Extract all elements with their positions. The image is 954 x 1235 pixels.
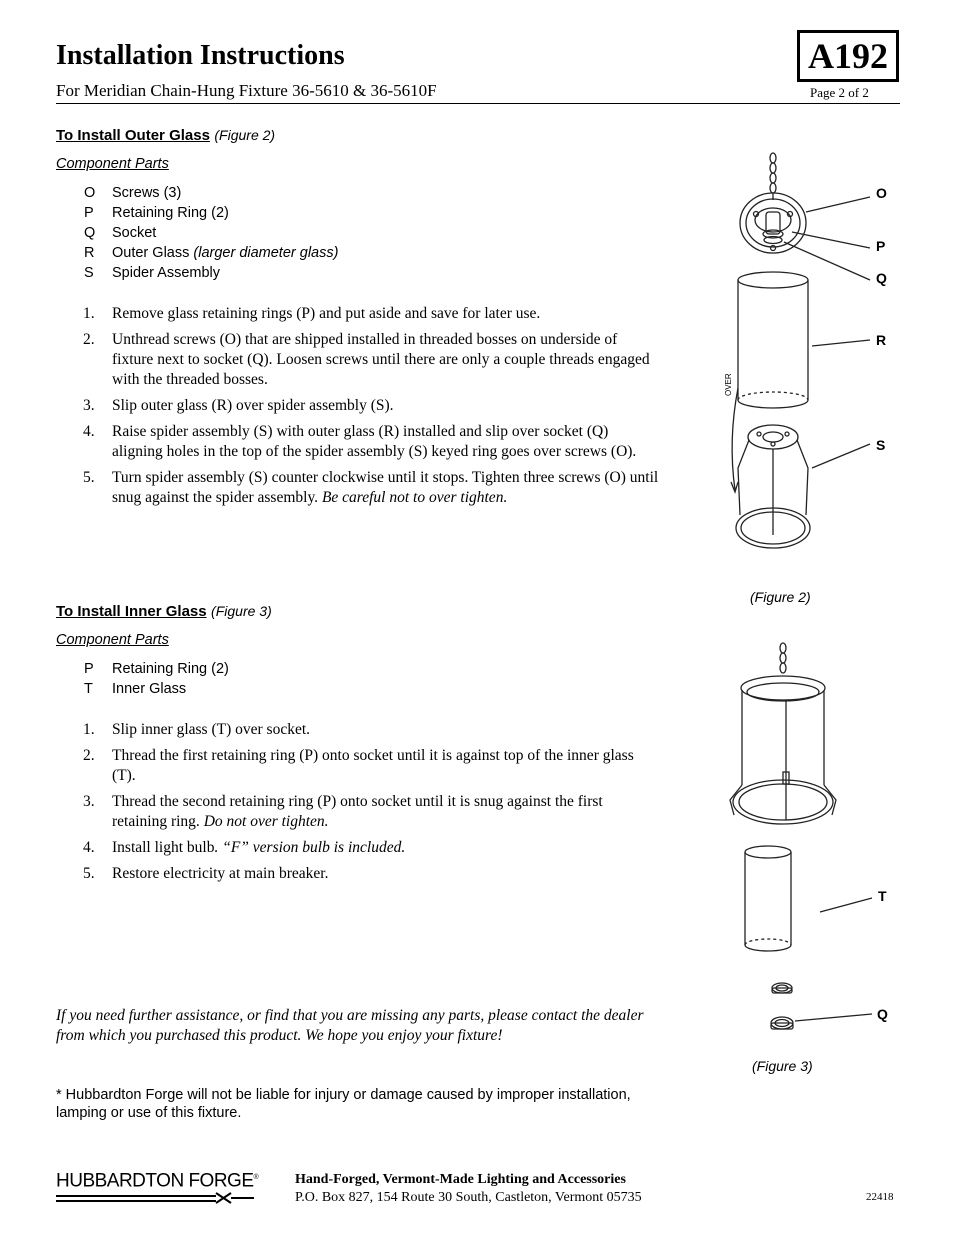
part-label: Retaining Ring (2) <box>112 661 229 677</box>
step-text: Thread the second retaining ring (P) onto socket until it is snug against the first retaining ring. <box>112 793 603 830</box>
chain-illustration <box>780 643 786 673</box>
step-number: 4. <box>83 423 95 440</box>
outer-glass-steps <box>56 304 660 514</box>
inner-glass-parts-heading: Component Parts <box>56 632 169 648</box>
outer-glass-heading-row <box>56 127 275 145</box>
part-item <box>56 679 229 699</box>
chain-illustration <box>770 153 776 193</box>
step-item <box>56 468 660 508</box>
step-item <box>56 422 660 462</box>
part-label: Socket <box>112 225 157 241</box>
step-item <box>56 396 660 416</box>
part-code: S <box>84 265 94 281</box>
step-item <box>56 720 660 740</box>
step-item <box>56 746 660 786</box>
label-t: T <box>878 888 887 904</box>
logo-wordmark: HUBBARDTON FORGE <box>56 1170 254 1192</box>
part-item <box>56 263 338 283</box>
step-note: . “F” version bulb is included. <box>214 839 406 856</box>
inner-glass-heading-row <box>56 603 272 621</box>
outer-glass-figure-ref: (Figure 2) <box>214 127 276 143</box>
step-caution: Do not over tighten. <box>203 813 329 830</box>
part-item <box>56 223 338 243</box>
assembled-fixture-illustration <box>730 676 836 824</box>
inner-glass-steps <box>56 720 660 890</box>
outer-glass-heading: To Install Outer Glass <box>56 127 210 144</box>
header-divider <box>56 103 900 104</box>
label-s: S <box>876 437 886 453</box>
footer-address: P.O. Box 827, 154 Route 30 South, Castleton, Vermont 05735 <box>295 1190 642 1205</box>
label-r: R <box>876 332 887 348</box>
step-number: 5. <box>83 469 95 486</box>
step-number: 1. <box>83 721 95 738</box>
part-code: Q <box>84 225 96 241</box>
figure-3-diagram <box>700 640 900 1040</box>
step-number: 3. <box>83 397 95 414</box>
step-item <box>56 330 660 390</box>
part-label: Screws (3) <box>112 185 182 201</box>
inner-glass-figure-ref: (Figure 3) <box>211 603 272 619</box>
over-arrow <box>731 388 738 492</box>
leader-o <box>806 197 870 212</box>
figure-2-diagram <box>700 150 900 560</box>
outer-glass-parts-heading: Component Parts <box>56 156 169 172</box>
outer-glass-illustration <box>738 272 808 408</box>
label-o: O <box>876 185 887 201</box>
step-text: Raise spider assembly (S) with outer glass (R) installed and slip over socket (Q) aligning holes in the top of the spider assembly (S) keyed ring goes over screws (O). <box>112 423 637 460</box>
step-number: 4. <box>83 839 95 856</box>
step-text: Install light bulb <box>112 839 215 856</box>
step-number: 2. <box>83 747 95 764</box>
leader-t <box>820 898 872 912</box>
step-text: Restore electricity at main breaker. <box>112 865 329 882</box>
part-label: Outer Glass <box>112 245 190 261</box>
document-number-badge: A192 <box>797 30 899 82</box>
retaining-ring-illustration <box>771 983 793 1029</box>
leader-s <box>812 444 870 468</box>
step-text: Remove glass retaining rings (P) and put aside and save for later use. <box>112 305 541 322</box>
footer-tagline: Hand-Forged, Vermont-Made Lighting and Accessories <box>295 1172 626 1187</box>
liability-disclaimer: * Hubbardton Forge will not be liable for injury or damage caused by improper installation, lamping or use of this fixture. <box>56 1087 631 1121</box>
label-q: Q <box>876 270 887 286</box>
step-item <box>56 864 660 884</box>
part-code: T <box>84 681 93 697</box>
step-number: 1. <box>83 305 95 322</box>
step-number: 3. <box>83 793 95 810</box>
part-code: P <box>84 205 94 221</box>
part-note: (larger diameter glass) <box>193 245 339 261</box>
page-subtitle: For Meridian Chain-Hung Fixture 36-5610 & 36-5610F <box>56 81 437 100</box>
assistance-note: If you need further assistance, or find that you are missing any parts, please contact the dealer from which you purchased this product. We hope you enjoy your fixture! <box>56 1007 644 1044</box>
step-text: Slip outer glass (R) over spider assembly (S). <box>112 397 394 414</box>
part-item <box>56 203 338 223</box>
footer-doc-code: 22418 <box>866 1191 894 1203</box>
part-item <box>56 243 338 263</box>
logo-swash-icon <box>56 1191 256 1205</box>
part-code: P <box>84 661 94 677</box>
label-p: P <box>876 238 886 254</box>
page-title: Installation Instructions <box>56 40 345 71</box>
part-code: O <box>84 185 96 201</box>
canopy-illustration <box>740 193 806 253</box>
hubbardton-forge-logo <box>56 1168 258 1210</box>
step-item <box>56 838 660 858</box>
label-q: Q <box>877 1006 888 1022</box>
step-number: 5. <box>83 865 95 882</box>
step-item <box>56 792 660 832</box>
part-code: R <box>84 245 95 261</box>
figure-3-caption: (Figure 3) <box>752 1058 813 1074</box>
inner-glass-illustration <box>745 846 791 951</box>
part-label: Spider Assembly <box>112 265 220 281</box>
step-text: Turn spider assembly (S) counter clockwise until it stops. Tighten three screws (O) until snug against the spider assembly. <box>112 469 659 506</box>
part-item <box>56 183 338 203</box>
step-item <box>56 304 660 324</box>
over-label: OVER <box>724 373 733 396</box>
leader-p <box>792 232 870 248</box>
leader-r <box>812 340 870 346</box>
outer-glass-parts-list <box>56 183 338 283</box>
step-number: 2. <box>83 331 95 348</box>
leader-q <box>795 1014 872 1021</box>
inner-glass-heading: To Install Inner Glass <box>56 603 207 620</box>
step-text: Unthread screws (O) that are shipped installed in threaded bosses on underside of fixture next to socket (Q). Loosen screws until there are only a couple threads engaged with the threaded bosses. <box>112 331 650 388</box>
figure-2-caption: (Figure 2) <box>750 589 811 605</box>
registered-mark: ® <box>253 1174 259 1181</box>
step-text: Slip inner glass (T) over socket. <box>112 721 311 738</box>
part-label: Inner Glass <box>112 681 187 697</box>
page-indicator: Page 2 of 2 <box>810 85 869 100</box>
step-text: Thread the first retaining ring (P) onto socket until it is against top of the inner glass (T). <box>112 747 634 784</box>
spider-assembly-illustration <box>736 425 810 548</box>
part-label: Retaining Ring (2) <box>112 205 229 221</box>
inner-glass-parts-list <box>56 659 229 699</box>
step-caution: Be careful not to over tighten. <box>321 489 508 506</box>
part-item <box>56 659 229 679</box>
